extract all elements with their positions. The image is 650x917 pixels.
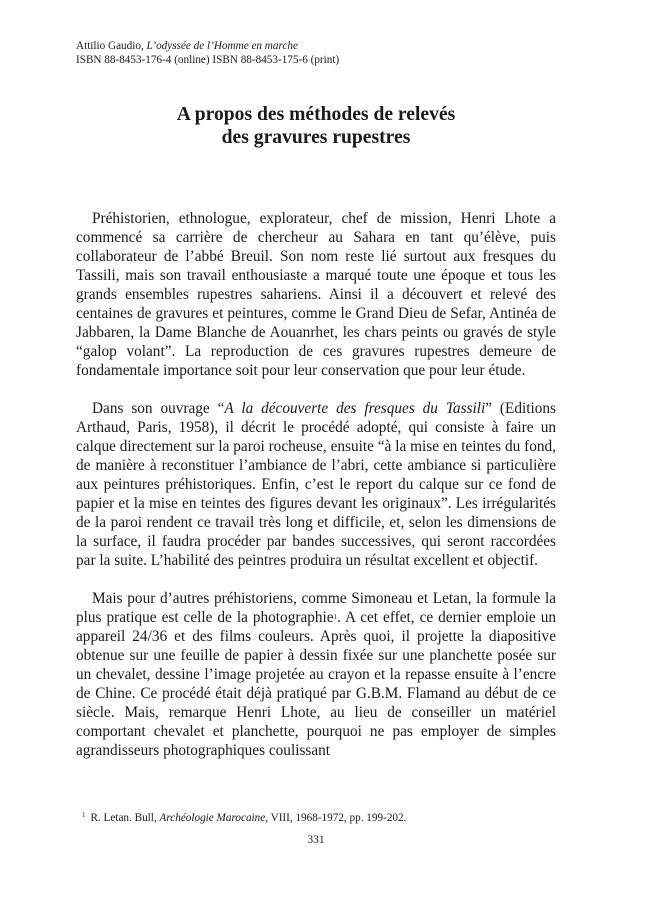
footnote-number: 1 — [82, 811, 86, 819]
footnote — [82, 808, 406, 825]
paragraph-3-part-1: Mais pour d’autres préhistoriens, comme Simoneau et Letan, la formule la plus pratique est celle de la photographie — [76, 590, 556, 626]
paragraph-2-part-1: Dans son ouvrage “ — [92, 400, 225, 417]
footnote-text-2: , VIII, 1968-1972, pp. 199-202. — [265, 812, 407, 824]
header-book-title: L’odyssée de l’Homme en marche — [146, 40, 298, 52]
header-author: Attilio Gaudio, — [76, 40, 147, 52]
body-text — [76, 209, 556, 760]
paragraph-3-part-2: . A cet effet, ce dernier emploie un appareil 24/36 et des films couleurs. Après quoi, il projette la diapositive obtenue sur une feuille de papier à dessin fixée sur une planchette posée sur un chevalet, dessine l’image projetée au crayon et la repasse ensuite à l’encre de Chine. Ce procédé était déjà pratiqué par G.B.M. Flamand au début de ce siècle. Mais, remarque Henri Lhote, au lieu de conseiller un matériel comportant chevalet et planchette, pourquoi ne pas employer de simples agrandisseurs photographiques coulissant — [76, 609, 556, 759]
paragraph-3 — [76, 589, 556, 760]
book-reference-title: A la découverte des fresques du Tassili — [224, 400, 486, 417]
footnote-journal-title: Archéologie Marocaine — [159, 812, 266, 824]
title-line-2: des gravures rupestres — [221, 127, 411, 148]
footnote-text-1: R. Letan. Bull, — [90, 812, 160, 824]
running-header — [76, 39, 339, 67]
paragraph-2-part-2: ” (Editions Arthaud, Paris, 1958), il décrit le procédé adopté, qui consiste à faire un calque directement sur la paroi rocheuse, ensuite “à la mise en teintes du fond, de manière à reconstituer l’ambiance de l’abri, cette ambiance si particulière aux peintures préhistoriques. Enfin, c’est le report du calque sur ce fond de papier et la mise en teintes des figures devant les originaux”. Les irrégularités de la paroi rendent ce travail très long et difficile, et, selon les dimensions de la surface, il faudra procéder par bandes successives, qui seront raccordées par la suite. L’habilité des peintres produira un résultat excellent et objectif. — [76, 400, 557, 569]
paragraph-2 — [76, 399, 556, 570]
page-title — [76, 103, 556, 149]
header-author-line — [76, 39, 339, 53]
paragraph-1: Préhistorien, ethnologue, explorateur, chef de mission, Henri Lhote a commencé sa carrière de chercheur au Sahara en tant qu’élève, puis collaborateur de l’abbé Breuil. Son nom reste lié surtout aux fresques du Tassili, mais son travail enthousiaste a marqué toute une époque et tous les grands ensembles rupestres sahariens. Ainsi il a découvert et relevé des centaines de gravures et peintures, comme le Grand Dieu de Sefar, Antinéa de Jabbaren, la Dame Blanche de Aouanrhet, les chars peints ou gravés de style “galop volant”. La reproduction de ces gravures rupestres demeure de fondamentale importance soit pour leur conservation que pour leur étude. — [76, 210, 556, 379]
page-number: 331 — [307, 834, 325, 846]
footnote-marker: 1 — [333, 613, 338, 621]
title-line-1: A propos des méthodes de relevés — [176, 104, 456, 125]
header-isbn: ISBN 88-8453-176-4 (online) ISBN 88-8453-175-6 (print) — [76, 54, 340, 66]
